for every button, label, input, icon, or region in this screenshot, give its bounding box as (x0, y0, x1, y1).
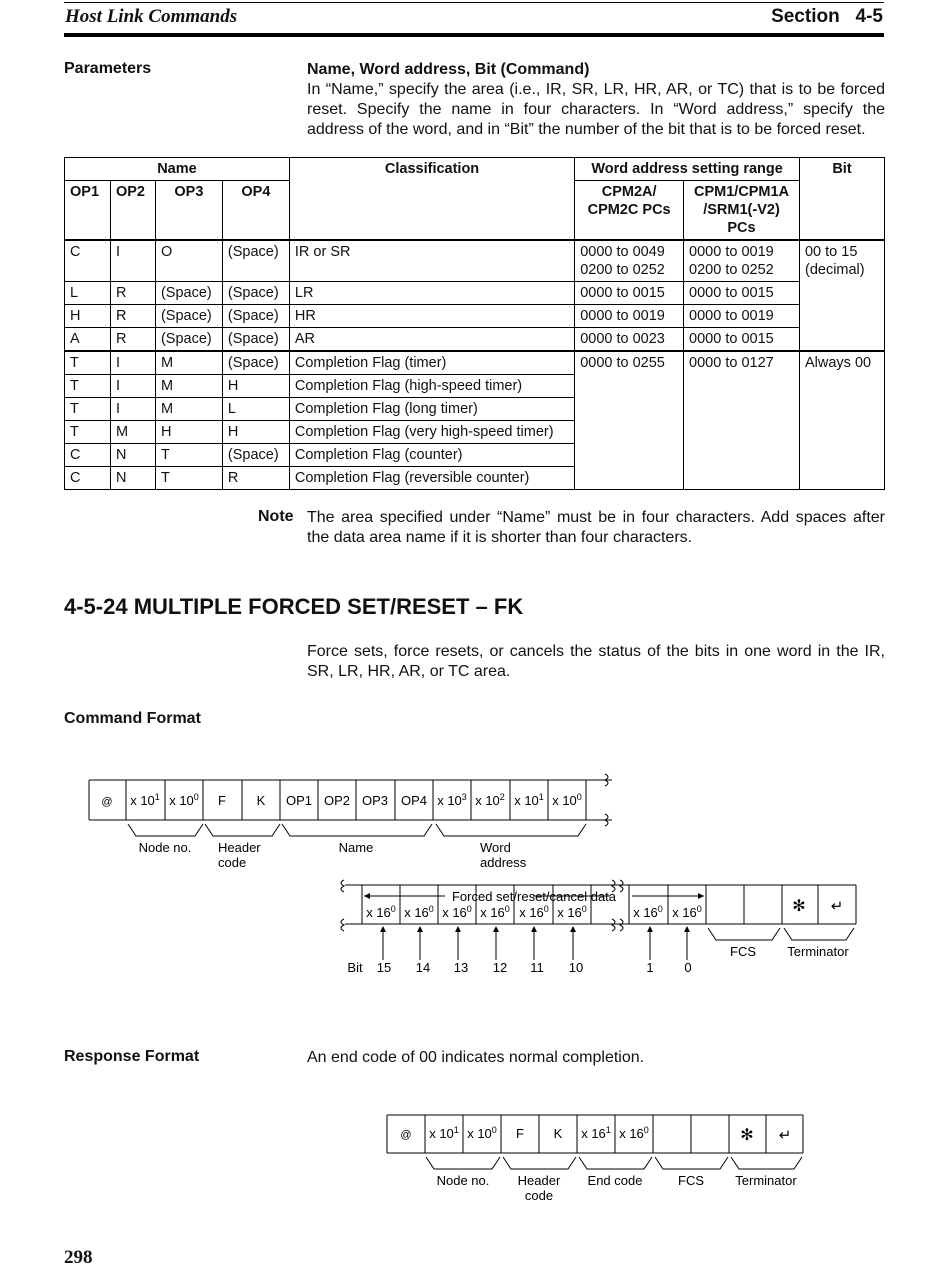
cmd-k: K (256, 793, 266, 808)
table-cell: R (110, 282, 155, 305)
cmd-cr-icon: ↵ (830, 898, 844, 915)
cmd-label-fcs: FCS (730, 944, 756, 959)
table-cell: (Space) (222, 305, 289, 328)
th-name: Name (65, 158, 290, 181)
table-cell-bit: Always 00 (799, 351, 884, 490)
cmd-label-terminator: Terminator (787, 944, 849, 959)
table-cell: 0000 to 0019 (575, 305, 684, 328)
table-cell: Completion Flag (long timer) (289, 398, 574, 421)
cmd-star-icon: ✻ (792, 898, 806, 915)
cmd-f: F (218, 793, 226, 808)
table-cell: H (155, 421, 222, 444)
table-cell: A (65, 328, 111, 352)
table-cell: N (110, 444, 155, 467)
table-cell: C (65, 240, 111, 282)
table-cell: T (65, 421, 111, 444)
table-cell: T (155, 444, 222, 467)
page-number: 298 (64, 1247, 93, 1268)
cmd-x16-cell: x $16^0$ (366, 904, 396, 920)
cmd-x16-cell: x $16^0$ (633, 904, 663, 920)
cmd-op1: OP1 (285, 793, 313, 808)
table-cell: I (110, 375, 155, 398)
resp-label-terminator: Terminator (735, 1173, 797, 1188)
table-cell: 0000 to 0049 0200 to 0252 (575, 240, 684, 282)
table-cell: T (65, 398, 111, 421)
command-format-label: Command Format (64, 710, 201, 727)
section-title: 4-5-24 MULTIPLE FORCED SET/RESET – FK (64, 594, 524, 619)
response-format-diagram (0, 1105, 950, 1210)
table-cell: C (65, 444, 111, 467)
table-cell: HR (289, 305, 574, 328)
resp-label-node: Node no. (436, 1173, 490, 1188)
table-cell: Completion Flag (high-speed timer) (289, 375, 574, 398)
table-cell: I (110, 351, 155, 375)
table-cell: C (65, 467, 111, 490)
resp-k: K (553, 1126, 563, 1141)
table-cell: M (155, 375, 222, 398)
table-cell: M (155, 398, 222, 421)
resp-end-161: x $16^1$ (581, 1125, 611, 1141)
table-cell: 0000 to 0015 (684, 328, 800, 352)
cmd-label-node: Node no. (138, 840, 192, 855)
cmd-forced-data-label: Forced set/reset/cancel data (451, 889, 617, 904)
table-cell: Completion Flag (counter) (289, 444, 574, 467)
table-cell: R (110, 328, 155, 352)
table-row (65, 305, 885, 328)
response-format-label: Response Format (64, 1048, 200, 1065)
table-cell: H (222, 421, 289, 444)
parameters-text: In “Name,” specify the area (i.e., IR, SR, LR, HR, AR, or TC) that is to be forced reset. Specify the name in four characters. In “Word address,” specify the address of the word, and in “Bit” the number of the bit that is to be forced reset. (307, 81, 885, 138)
cmd-bit-number: 11 (530, 960, 544, 975)
th-bit: Bit (799, 158, 884, 241)
table-cell: (Space) (222, 444, 289, 467)
th-word-range: Word address setting range (575, 158, 800, 181)
table-cell: O (155, 240, 222, 282)
resp-node-101: x $10^1$ (429, 1125, 459, 1141)
note-text: The area specified under “Name” must be in four characters. Add spaces after the data area name if it is shorter than four characters. (307, 509, 885, 546)
note-label: Note (258, 508, 294, 525)
table-cell: I (110, 240, 155, 282)
table-cell: Completion Flag (reversible counter) (289, 467, 574, 490)
cmd-x16-cell: x $16^0$ (480, 904, 510, 920)
resp-at: @ (400, 1129, 412, 1141)
cmd-node-100: x $10^0$ (169, 792, 199, 808)
parameters-table (64, 157, 885, 490)
table-cell: 0000 to 0015 (575, 282, 684, 305)
table-cell: 0000 to 0019 (684, 305, 800, 328)
resp-label-header-code: Header code (517, 1173, 561, 1203)
parameters-heading: Name, Word address, Bit (Command) (307, 61, 590, 78)
parameters-label: Parameters (64, 60, 152, 77)
table-row (65, 351, 885, 375)
table-cell: (Space) (222, 328, 289, 352)
table-row (65, 240, 885, 282)
table-cell: H (65, 305, 111, 328)
cmd-label-word-address: Word address (480, 840, 527, 870)
th-op4: OP4 (222, 181, 289, 241)
table-cell: R (222, 467, 289, 490)
table-row (65, 328, 885, 352)
table-cell: I (110, 398, 155, 421)
intro-text: Force sets, force resets, or cancels the status of the bits in one word in the IR, SR, LR, HR, AR, or TC area. (307, 643, 885, 680)
resp-label-end-code: End code (587, 1173, 643, 1188)
table-cell: T (65, 351, 111, 375)
th-cpm2: CPM2A/ CPM2C PCs (575, 181, 684, 241)
resp-cr-icon: ↵ (778, 1127, 792, 1144)
table-cell: AR (289, 328, 574, 352)
table-cell: L (222, 398, 289, 421)
header-title: Host Link Commands (65, 6, 238, 27)
cmd-x16-cell: x $16^0$ (404, 904, 434, 920)
cmd-op4: OP4 (400, 793, 428, 808)
header-section: Section 4-5 (771, 6, 883, 27)
table-cell: 0000 to 0255 (575, 351, 684, 490)
cmd-at: @ (101, 796, 113, 808)
table-cell: T (155, 467, 222, 490)
table-cell: M (155, 351, 222, 375)
table-cell: LR (289, 282, 574, 305)
cmd-bit-number: 15 (376, 960, 392, 975)
cmd-bit-number: 13 (453, 960, 469, 975)
resp-star-icon: ✻ (740, 1127, 754, 1144)
cmd-label-name: Name (338, 840, 374, 855)
table-cell: L (65, 282, 111, 305)
cmd-word-103: x $10^3$ (437, 792, 467, 808)
cmd-bit-number: 1 (646, 960, 654, 975)
table-cell: M (110, 421, 155, 444)
cmd-word-101: x $10^1$ (514, 792, 544, 808)
cmd-op3: OP3 (361, 793, 389, 808)
th-op3: OP3 (155, 181, 222, 241)
resp-node-100: x $10^0$ (467, 1125, 497, 1141)
th-classification: Classification (289, 158, 574, 241)
command-format-diagram (0, 770, 950, 990)
header-rule (64, 33, 884, 37)
table-cell-bit: 00 to 15 (decimal) (799, 240, 884, 351)
cmd-x16-cell: x $16^0$ (672, 904, 702, 920)
cmd-bit-number: 14 (415, 960, 431, 975)
table-cell: 0000 to 0023 (575, 328, 684, 352)
cmd-label-header-code: Header code (218, 840, 261, 870)
cmd-bit-number: 12 (492, 960, 508, 975)
table-cell: 0000 to 0127 (684, 351, 800, 490)
table-cell: (Space) (155, 282, 222, 305)
table-cell: 0000 to 0019 0200 to 0252 (684, 240, 800, 282)
table-cell: R (110, 305, 155, 328)
cmd-x16-cell: x $16^0$ (519, 904, 549, 920)
table-cell: Completion Flag (timer) (289, 351, 574, 375)
cmd-x16-cell: x $16^0$ (557, 904, 587, 920)
table-cell: (Space) (155, 305, 222, 328)
th-cpm1: CPM1/CPM1A /SRM1(-V2) PCs (684, 181, 800, 241)
response-format-text: An end code of 00 indicates normal completion. (307, 1049, 645, 1066)
cmd-bit-label: Bit (347, 960, 363, 975)
cmd-bit-number: 0 (684, 960, 692, 975)
th-op2: OP2 (110, 181, 155, 241)
table-cell: Completion Flag (very high-speed timer) (289, 421, 574, 444)
cmd-word-102: x $10^2$ (475, 792, 505, 808)
table-row (65, 282, 885, 305)
cmd-op2: OP2 (323, 793, 351, 808)
table-cell: T (65, 375, 111, 398)
table-cell: H (222, 375, 289, 398)
table-cell: N (110, 467, 155, 490)
table-cell: (Space) (222, 282, 289, 305)
cmd-node-101: x $10^1$ (130, 792, 160, 808)
header-top-rule (64, 2, 884, 3)
table-cell: 0000 to 0015 (684, 282, 800, 305)
table-cell: (Space) (222, 351, 289, 375)
table-body (65, 240, 885, 490)
resp-label-fcs: FCS (678, 1173, 704, 1188)
table-cell: IR or SR (289, 240, 574, 282)
resp-end-160: x $16^0$ (619, 1125, 649, 1141)
th-op1: OP1 (65, 181, 111, 241)
table-cell: (Space) (222, 240, 289, 282)
table-cell: (Space) (155, 328, 222, 352)
cmd-x16-cell: x $16^0$ (442, 904, 472, 920)
cmd-word-100: x $10^0$ (552, 792, 582, 808)
cmd-bit-number: 10 (568, 960, 584, 975)
resp-f: F (516, 1126, 524, 1141)
